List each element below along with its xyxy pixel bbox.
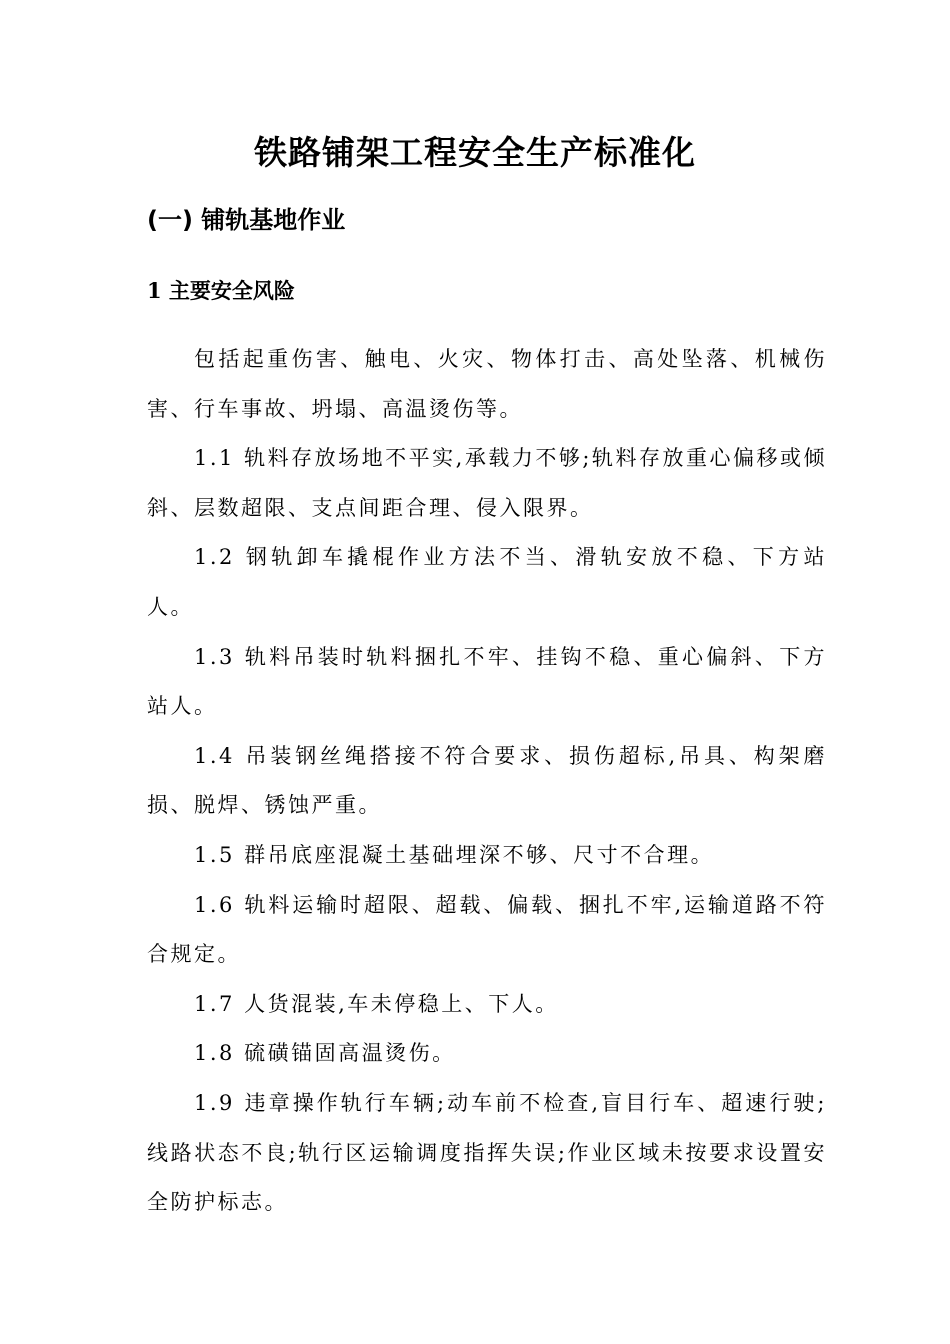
paragraph-intro: 包括起重伤害、触电、火灾、物体打击、高处坠落、机械伤害、行车事故、坍塌、高温烫伤等。: [147, 347, 827, 421]
paragraph-item-1-9: 1.9 违章操作轨行车辆;动车前不检查,盲目行车、超速行驶;线路状态不良;轨行区运输调度指挥失误;作业区域未按要求设置安全防护标志。: [147, 1090, 827, 1215]
paragraph-item-1-8: 1.8 硫磺锚固高温烫伤。: [194, 1041, 456, 1066]
section-heading: (一) 铺轨基地作业: [147, 206, 346, 234]
paragraph-item-1-7: 1.7 人货混装,车未停稳上、下人。: [194, 991, 559, 1016]
paragraph-item-1-5: 1.5 群吊底座混凝土基础埋深不够、尺寸不合理。: [194, 842, 715, 867]
document-body: [147, 335, 827, 1228]
paragraph-item-1-6: 1.6 轨料运输时超限、超载、偏载、捆扎不牢,运输道路不符合规定。: [147, 892, 827, 967]
document-title: 铁路铺架工程安全生产标准化: [254, 133, 696, 172]
paragraph-item-1-1: 1.1 轨料存放场地不平实,承载力不够;轨料存放重心偏移或倾斜、层数超限、支点间距合理、侵入限界。: [147, 446, 827, 520]
subsection-heading: 1 主要安全风险: [147, 278, 295, 303]
paragraph-item-1-4: 1.4 吊装钢丝绳搭接不符合要求、损伤超标,吊具、构架磨损、脱焊、锈蚀严重。: [147, 743, 827, 818]
paragraph-item-1-3: 1.3 轨料吊装时轨料捆扎不牢、挂钩不稳、重心偏斜、下方站人。: [147, 644, 827, 719]
paragraph-item-1-2: 1.2 钢轨卸车撬棍作业方法不当、滑轨安放不稳、下方站人。: [147, 545, 827, 619]
